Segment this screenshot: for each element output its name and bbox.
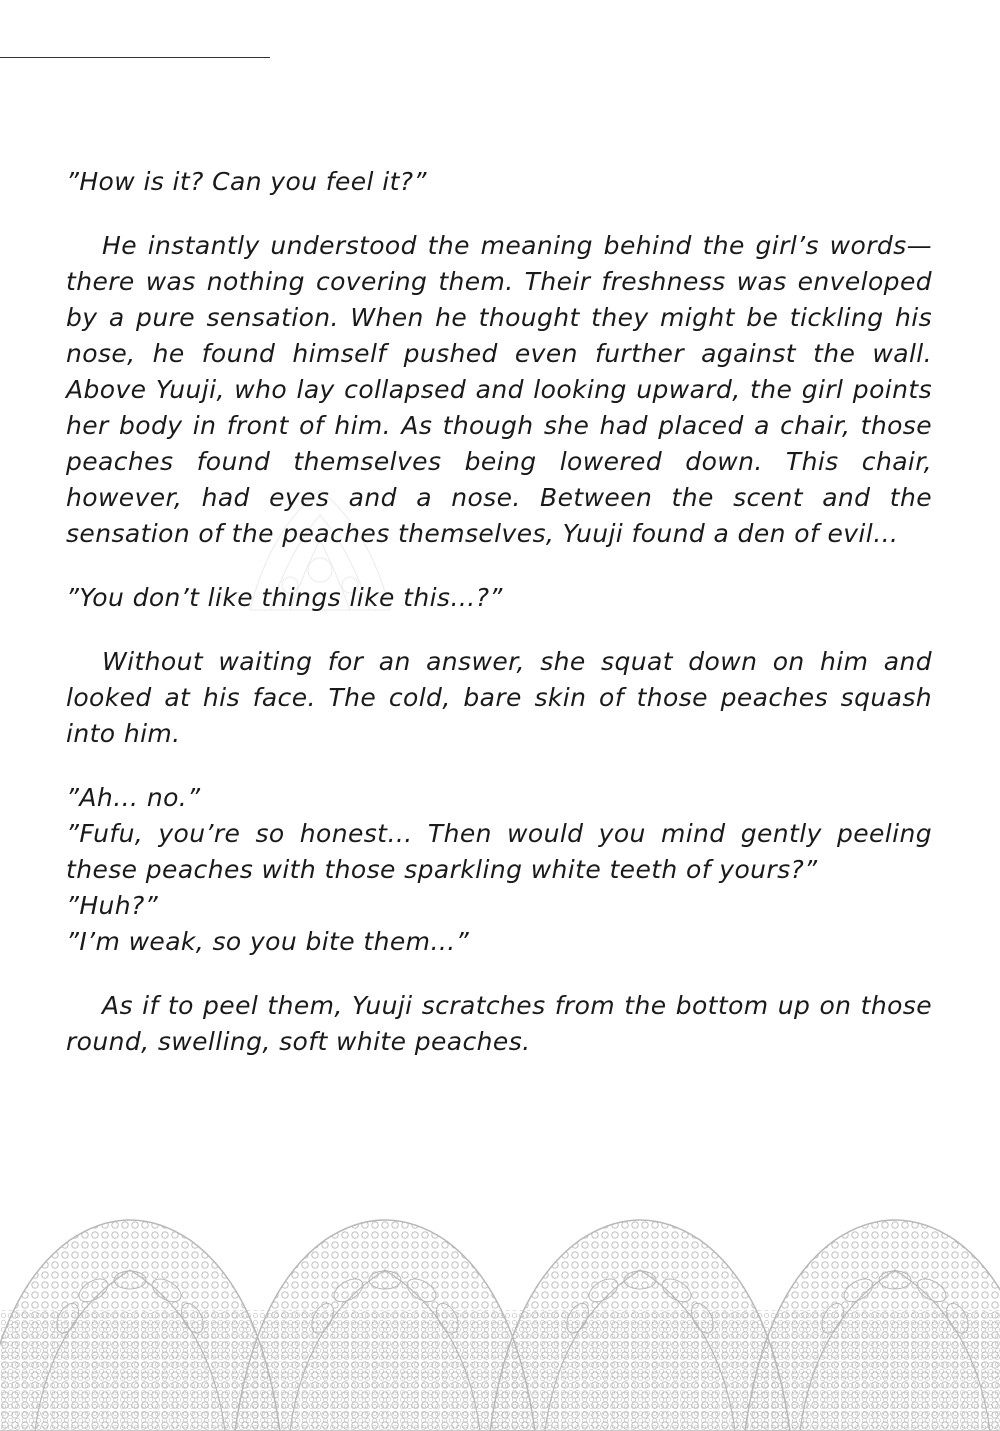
dialogue-line: ”Huh?” bbox=[66, 891, 159, 920]
lace-border bbox=[0, 1200, 1000, 1431]
dialogue-line: ”You don’t like things like this…?” bbox=[66, 583, 503, 612]
paragraph: As if to peel them, Yuuji scratches from the bottom up on those round, swelling, soft white peaches. bbox=[66, 991, 932, 1056]
lace-motif bbox=[0, 1220, 280, 1431]
dialogue-line: ”Ah… no.” bbox=[66, 783, 201, 812]
paragraph: Without waiting for an answer, she squat down on him and looked at his face. The cold, bare skin of those peaches squash into him. bbox=[66, 647, 932, 748]
lace-motif bbox=[745, 1220, 1000, 1431]
story-text bbox=[66, 164, 932, 1060]
lace-motif bbox=[235, 1220, 535, 1431]
dialogue-line: ”How is it? Can you feel it?” bbox=[66, 167, 427, 196]
dialogue-line: ”I’m weak, so you bite them…” bbox=[66, 927, 470, 956]
dialogue-line: ”Fufu, you’re so honest… Then would you mind gently peeling these peaches with those sparkling white teeth of yours?” bbox=[66, 819, 932, 884]
top-rule bbox=[0, 57, 270, 58]
lace-motif bbox=[490, 1220, 790, 1431]
paragraph: He instantly understood the meaning behind the girl’s words—there was nothing covering them. Their freshness was enveloped by a pure sensation. When he thought they might be tickling his nose, he found himself pushed even further against the wall. Above Yuuji, who lay collapsed and looking upward, the girl points her body in front of him. As though she had placed a chair, those peaches found themselves being lowered down. This chair, however, had eyes and a nose. Between the scent and the sensation of the peaches themselves, Yuuji found a den of evil… bbox=[66, 231, 932, 548]
